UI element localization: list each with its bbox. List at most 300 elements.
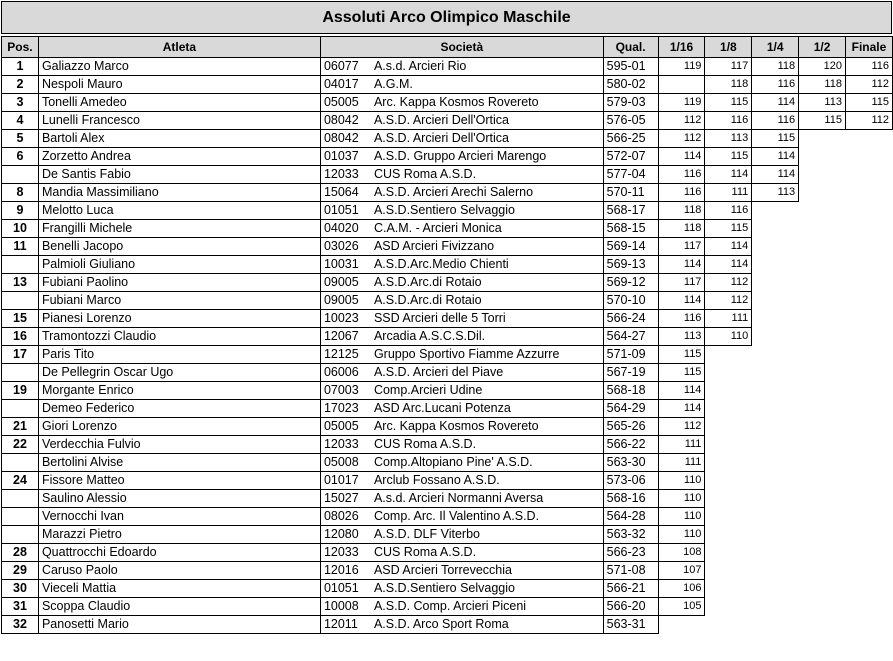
final-cell [845,364,892,382]
final-cell [845,580,892,598]
table-row [2,400,893,418]
club-name: A.S.D.Arc.di Rotaio [373,293,482,307]
round-16-cell: 108 [658,544,705,562]
final-cell [845,166,892,184]
quarterfinal-cell [752,490,799,508]
qualification-cell: 570-10 [603,292,658,310]
quarterfinal-cell [752,418,799,436]
quarterfinal-cell [752,310,799,328]
semifinal-cell [799,544,846,562]
semifinal-cell [799,274,846,292]
club-cell [320,76,603,94]
quarterfinal-cell [752,436,799,454]
athlete-cell: Fissore Matteo [38,472,320,490]
round-8-cell: 116 [705,112,752,130]
final-cell: 115 [845,94,892,112]
final-cell [845,220,892,238]
club-cell [320,400,603,418]
round-8-cell: 115 [705,148,752,166]
athlete-cell: Bertolini Alvise [38,454,320,472]
header-societa: Società [320,37,603,58]
club-name: A.s.d. Arcieri Rio [373,59,467,73]
quarterfinal-cell [752,526,799,544]
table-row [2,184,893,202]
table-row [2,346,893,364]
qualification-cell: 565-26 [603,418,658,436]
quarterfinal-cell: 116 [752,112,799,130]
final-cell [845,508,892,526]
athlete-cell: De Santis Fabio [38,166,320,184]
club-name: Comp.Arcieri Udine [373,383,483,397]
qualification-cell: 566-21 [603,580,658,598]
round-8-cell [705,490,752,508]
qualification-cell: 564-27 [603,328,658,346]
quarterfinal-cell: 115 [752,130,799,148]
round-16-cell: 112 [658,418,705,436]
round-8-cell: 117 [705,58,752,76]
round-8-cell [705,580,752,598]
table-row [2,436,893,454]
club-name: A.S.D.Sentiero Selvaggio [373,581,515,595]
club-name: A.S.D.Sentiero Selvaggio [373,203,515,217]
club-cell [320,256,603,274]
qualification-cell: 563-32 [603,526,658,544]
final-cell: 112 [845,112,892,130]
header-row [2,37,893,58]
semifinal-cell [799,202,846,220]
athlete-cell: Giori Lorenzo [38,418,320,436]
athlete-cell: Saulino Alessio [38,490,320,508]
position-cell: 30 [2,580,39,598]
position-cell: 11 [2,238,39,256]
position-cell: 19 [2,382,39,400]
position-cell: 22 [2,436,39,454]
club-cell [320,472,603,490]
club-code: 08042 [323,113,359,127]
club-name: A.S.D. Arcieri Dell'Ortica [373,113,509,127]
semifinal-cell [799,256,846,274]
qualification-cell: 568-16 [603,490,658,508]
quarterfinal-cell [752,382,799,400]
round-8-cell [705,526,752,544]
table-row [2,382,893,400]
round-16-cell: 111 [658,454,705,472]
athlete-cell: Zorzetto Andrea [38,148,320,166]
club-cell [320,562,603,580]
club-cell [320,94,603,112]
round-16-cell [658,616,705,634]
table-row [2,364,893,382]
final-cell [845,310,892,328]
club-cell [320,580,603,598]
club-cell [320,526,603,544]
round-8-cell [705,418,752,436]
semifinal-cell [799,562,846,580]
club-cell [320,292,603,310]
semifinal-cell [799,184,846,202]
position-cell [2,508,39,526]
club-name: CUS Roma A.S.D. [373,545,477,559]
final-cell [845,382,892,400]
final-cell: 116 [845,58,892,76]
round-16-cell: 112 [658,112,705,130]
club-cell [320,202,603,220]
athlete-cell: Galiazzo Marco [38,58,320,76]
quarterfinal-cell [752,400,799,418]
club-name: Comp.Altopiano Pine' A.S.D. [373,455,533,469]
quarterfinal-cell [752,544,799,562]
athlete-cell: Fubiani Marco [38,292,320,310]
round-8-cell: 112 [705,274,752,292]
club-code: 12016 [323,563,359,577]
athlete-cell: Lunelli Francesco [38,112,320,130]
round-8-cell [705,454,752,472]
header-atleta: Atleta [38,37,320,58]
table-row [2,202,893,220]
club-code: 09005 [323,293,359,307]
qualification-cell: 564-28 [603,508,658,526]
table-row [2,94,893,112]
position-cell [2,526,39,544]
club-name: Arc. Kappa Kosmos Rovereto [373,419,539,433]
qualification-cell: 571-09 [603,346,658,364]
position-cell [2,256,39,274]
club-cell [320,328,603,346]
club-cell [320,220,603,238]
club-name: Comp. Arc. Il Valentino A.S.D. [373,509,540,523]
club-name: CUS Roma A.S.D. [373,437,477,451]
position-cell: 6 [2,148,39,166]
quarterfinal-cell: 113 [752,184,799,202]
club-name: ASD Arcieri Fivizzano [373,239,495,253]
quarterfinal-cell [752,256,799,274]
athlete-cell: Bartoli Alex [38,130,320,148]
club-cell [320,148,603,166]
semifinal-cell: 113 [799,94,846,112]
round-8-cell [705,508,752,526]
round-8-cell: 115 [705,94,752,112]
athlete-cell: Benelli Jacopo [38,238,320,256]
round-16-cell: 116 [658,184,705,202]
club-cell [320,364,603,382]
table-row [2,148,893,166]
round-16-cell: 110 [658,472,705,490]
quarterfinal-cell [752,580,799,598]
round-8-cell [705,472,752,490]
position-cell: 17 [2,346,39,364]
club-name: SSD Arcieri delle 5 Torri [373,311,506,325]
round-16-cell: 114 [658,382,705,400]
final-cell [845,130,892,148]
table-row [2,418,893,436]
table-row [2,580,893,598]
position-cell [2,292,39,310]
round-8-cell: 114 [705,256,752,274]
club-name: A.s.d. Arcieri Normanni Aversa [373,491,544,505]
round-8-cell: 112 [705,292,752,310]
semifinal-cell [799,616,846,634]
round-16-cell: 115 [658,364,705,382]
semifinal-cell [799,418,846,436]
athlete-cell: Marazzi Pietro [38,526,320,544]
table-row [2,274,893,292]
club-name: Gruppo Sportivo Fiamme Azzurre [373,347,560,361]
table-row [2,616,893,634]
club-code: 05005 [323,95,359,109]
club-code: 10008 [323,599,359,613]
quarterfinal-cell [752,598,799,616]
round-8-cell: 114 [705,238,752,256]
qualification-cell: 563-30 [603,454,658,472]
club-cell [320,166,603,184]
quarterfinal-cell [752,202,799,220]
qualification-cell: 566-23 [603,544,658,562]
final-cell [845,616,892,634]
quarterfinal-cell [752,274,799,292]
quarterfinal-cell [752,364,799,382]
round-8-cell [705,562,752,580]
semifinal-cell [799,310,846,328]
round-16-cell: 115 [658,346,705,364]
athlete-cell: Frangilli Michele [38,220,320,238]
athlete-cell: Tramontozzi Claudio [38,328,320,346]
qualification-cell: 571-08 [603,562,658,580]
final-cell [845,490,892,508]
qualification-cell: 595-01 [603,58,658,76]
final-cell [845,328,892,346]
semifinal-cell [799,292,846,310]
athlete-cell: De Pellegrin Oscar Ugo [38,364,320,382]
club-code: 12033 [323,545,359,559]
semifinal-cell [799,472,846,490]
quarterfinal-cell: 118 [752,58,799,76]
final-cell: 112 [845,76,892,94]
semifinal-cell [799,238,846,256]
club-code: 01017 [323,473,359,487]
table-row [2,166,893,184]
qualification-cell: 580-02 [603,76,658,94]
club-code: 10031 [323,257,359,271]
position-cell: 13 [2,274,39,292]
position-cell: 8 [2,184,39,202]
club-name: A.G.M. [373,77,413,91]
round-8-cell: 111 [705,310,752,328]
round-8-cell [705,346,752,364]
semifinal-cell [799,148,846,166]
round-16-cell: 111 [658,436,705,454]
semifinal-cell [799,166,846,184]
round-8-cell: 113 [705,130,752,148]
qualification-cell: 566-20 [603,598,658,616]
semifinal-cell: 118 [799,76,846,94]
quarterfinal-cell [752,562,799,580]
club-code: 08026 [323,509,359,523]
qualification-cell: 577-04 [603,166,658,184]
round-16-cell: 118 [658,202,705,220]
round-16-cell: 114 [658,148,705,166]
header-1-16: 1/16 [658,37,705,58]
club-cell [320,130,603,148]
qualification-cell: 569-13 [603,256,658,274]
position-cell: 1 [2,58,39,76]
athlete-cell: Morgante Enrico [38,382,320,400]
club-code: 10023 [323,311,359,325]
athlete-cell: Vernocchi Ivan [38,508,320,526]
club-code: 05008 [323,455,359,469]
header-pos: Pos. [2,37,39,58]
club-code: 06077 [323,59,359,73]
qualification-cell: 569-14 [603,238,658,256]
quarterfinal-cell: 114 [752,148,799,166]
position-cell [2,454,39,472]
quarterfinal-cell [752,508,799,526]
header-1-8: 1/8 [705,37,752,58]
table-row [2,310,893,328]
qualification-cell: 564-29 [603,400,658,418]
quarterfinal-cell [752,346,799,364]
table-row [2,508,893,526]
position-cell: 16 [2,328,39,346]
round-16-cell: 113 [658,328,705,346]
club-cell [320,184,603,202]
athlete-cell: Scoppa Claudio [38,598,320,616]
qualification-cell: 568-17 [603,202,658,220]
club-code: 12067 [323,329,359,343]
results-table [1,36,893,634]
quarterfinal-cell [752,292,799,310]
semifinal-cell [799,436,846,454]
qualification-cell: 566-25 [603,130,658,148]
quarterfinal-cell [752,238,799,256]
athlete-cell: Fubiani Paolino [38,274,320,292]
round-8-cell: 111 [705,184,752,202]
final-cell [845,346,892,364]
club-code: 01051 [323,581,359,595]
round-16-cell: 116 [658,166,705,184]
round-8-cell [705,364,752,382]
round-8-cell [705,400,752,418]
header-1-2: 1/2 [799,37,846,58]
club-code: 01051 [323,203,359,217]
table-row [2,490,893,508]
position-cell: 3 [2,94,39,112]
round-16-cell: 117 [658,274,705,292]
semifinal-cell [799,382,846,400]
round-8-cell [705,598,752,616]
club-cell [320,598,603,616]
final-cell [845,256,892,274]
club-name: ASD Arcieri Torrevecchia [373,563,512,577]
quarterfinal-cell [752,454,799,472]
quarterfinal-cell: 116 [752,76,799,94]
round-16-cell [658,76,705,94]
position-cell [2,490,39,508]
round-8-cell [705,436,752,454]
round-16-cell: 119 [658,58,705,76]
qualification-cell: 566-22 [603,436,658,454]
final-cell [845,238,892,256]
qualification-cell: 573-06 [603,472,658,490]
club-code: 12080 [323,527,359,541]
club-name: A.S.D. Arcieri Dell'Ortica [373,131,509,145]
quarterfinal-cell: 114 [752,166,799,184]
semifinal-cell [799,346,846,364]
round-8-cell [705,382,752,400]
semifinal-cell [799,454,846,472]
athlete-cell: Quattrocchi Edoardo [38,544,320,562]
qualification-cell: 568-15 [603,220,658,238]
position-cell: 15 [2,310,39,328]
round-16-cell: 114 [658,292,705,310]
table-row [2,562,893,580]
round-8-cell: 110 [705,328,752,346]
qualification-cell: 579-03 [603,94,658,112]
table-row [2,292,893,310]
table-row [2,454,893,472]
final-cell [845,202,892,220]
club-cell [320,238,603,256]
position-cell: 31 [2,598,39,616]
header-finale: Finale [845,37,892,58]
qualification-cell: 569-12 [603,274,658,292]
header-qual: Qual. [603,37,658,58]
athlete-cell: Panosetti Mario [38,616,320,634]
position-cell: 28 [2,544,39,562]
quarterfinal-cell [752,616,799,634]
semifinal-cell [799,508,846,526]
round-16-cell: 112 [658,130,705,148]
athlete-cell: Tonelli Amedeo [38,94,320,112]
club-cell [320,616,603,634]
athlete-cell: Palmioli Giuliano [38,256,320,274]
club-name: A.S.D. Arcieri Arechi Salerno [373,185,534,199]
quarterfinal-cell: 114 [752,94,799,112]
position-cell [2,166,39,184]
club-cell [320,490,603,508]
athlete-cell: Vieceli Mattia [38,580,320,598]
club-name: ASD Arc.Lucani Potenza [373,401,511,415]
round-16-cell: 119 [658,94,705,112]
club-code: 08042 [323,131,359,145]
club-name: CUS Roma A.S.D. [373,167,477,181]
position-cell: 10 [2,220,39,238]
qualification-cell: 570-11 [603,184,658,202]
club-code: 05005 [323,419,359,433]
final-cell [845,598,892,616]
position-cell [2,400,39,418]
table-row [2,58,893,76]
sheet-title: Assoluti Arco Olimpico Maschile [1,1,892,34]
club-code: 04020 [323,221,359,235]
round-16-cell: 110 [658,490,705,508]
final-cell [845,436,892,454]
position-cell: 32 [2,616,39,634]
club-name: Arc. Kappa Kosmos Rovereto [373,95,539,109]
final-cell [845,274,892,292]
position-cell [2,364,39,382]
club-cell [320,544,603,562]
semifinal-cell [799,400,846,418]
club-name: A.S.D. DLF Viterbo [373,527,480,541]
final-cell [845,454,892,472]
round-8-cell: 118 [705,76,752,94]
position-cell: 21 [2,418,39,436]
round-16-cell: 117 [658,238,705,256]
athlete-cell: Pianesi Lorenzo [38,310,320,328]
club-code: 12033 [323,437,359,451]
table-row [2,130,893,148]
semifinal-cell: 115 [799,112,846,130]
